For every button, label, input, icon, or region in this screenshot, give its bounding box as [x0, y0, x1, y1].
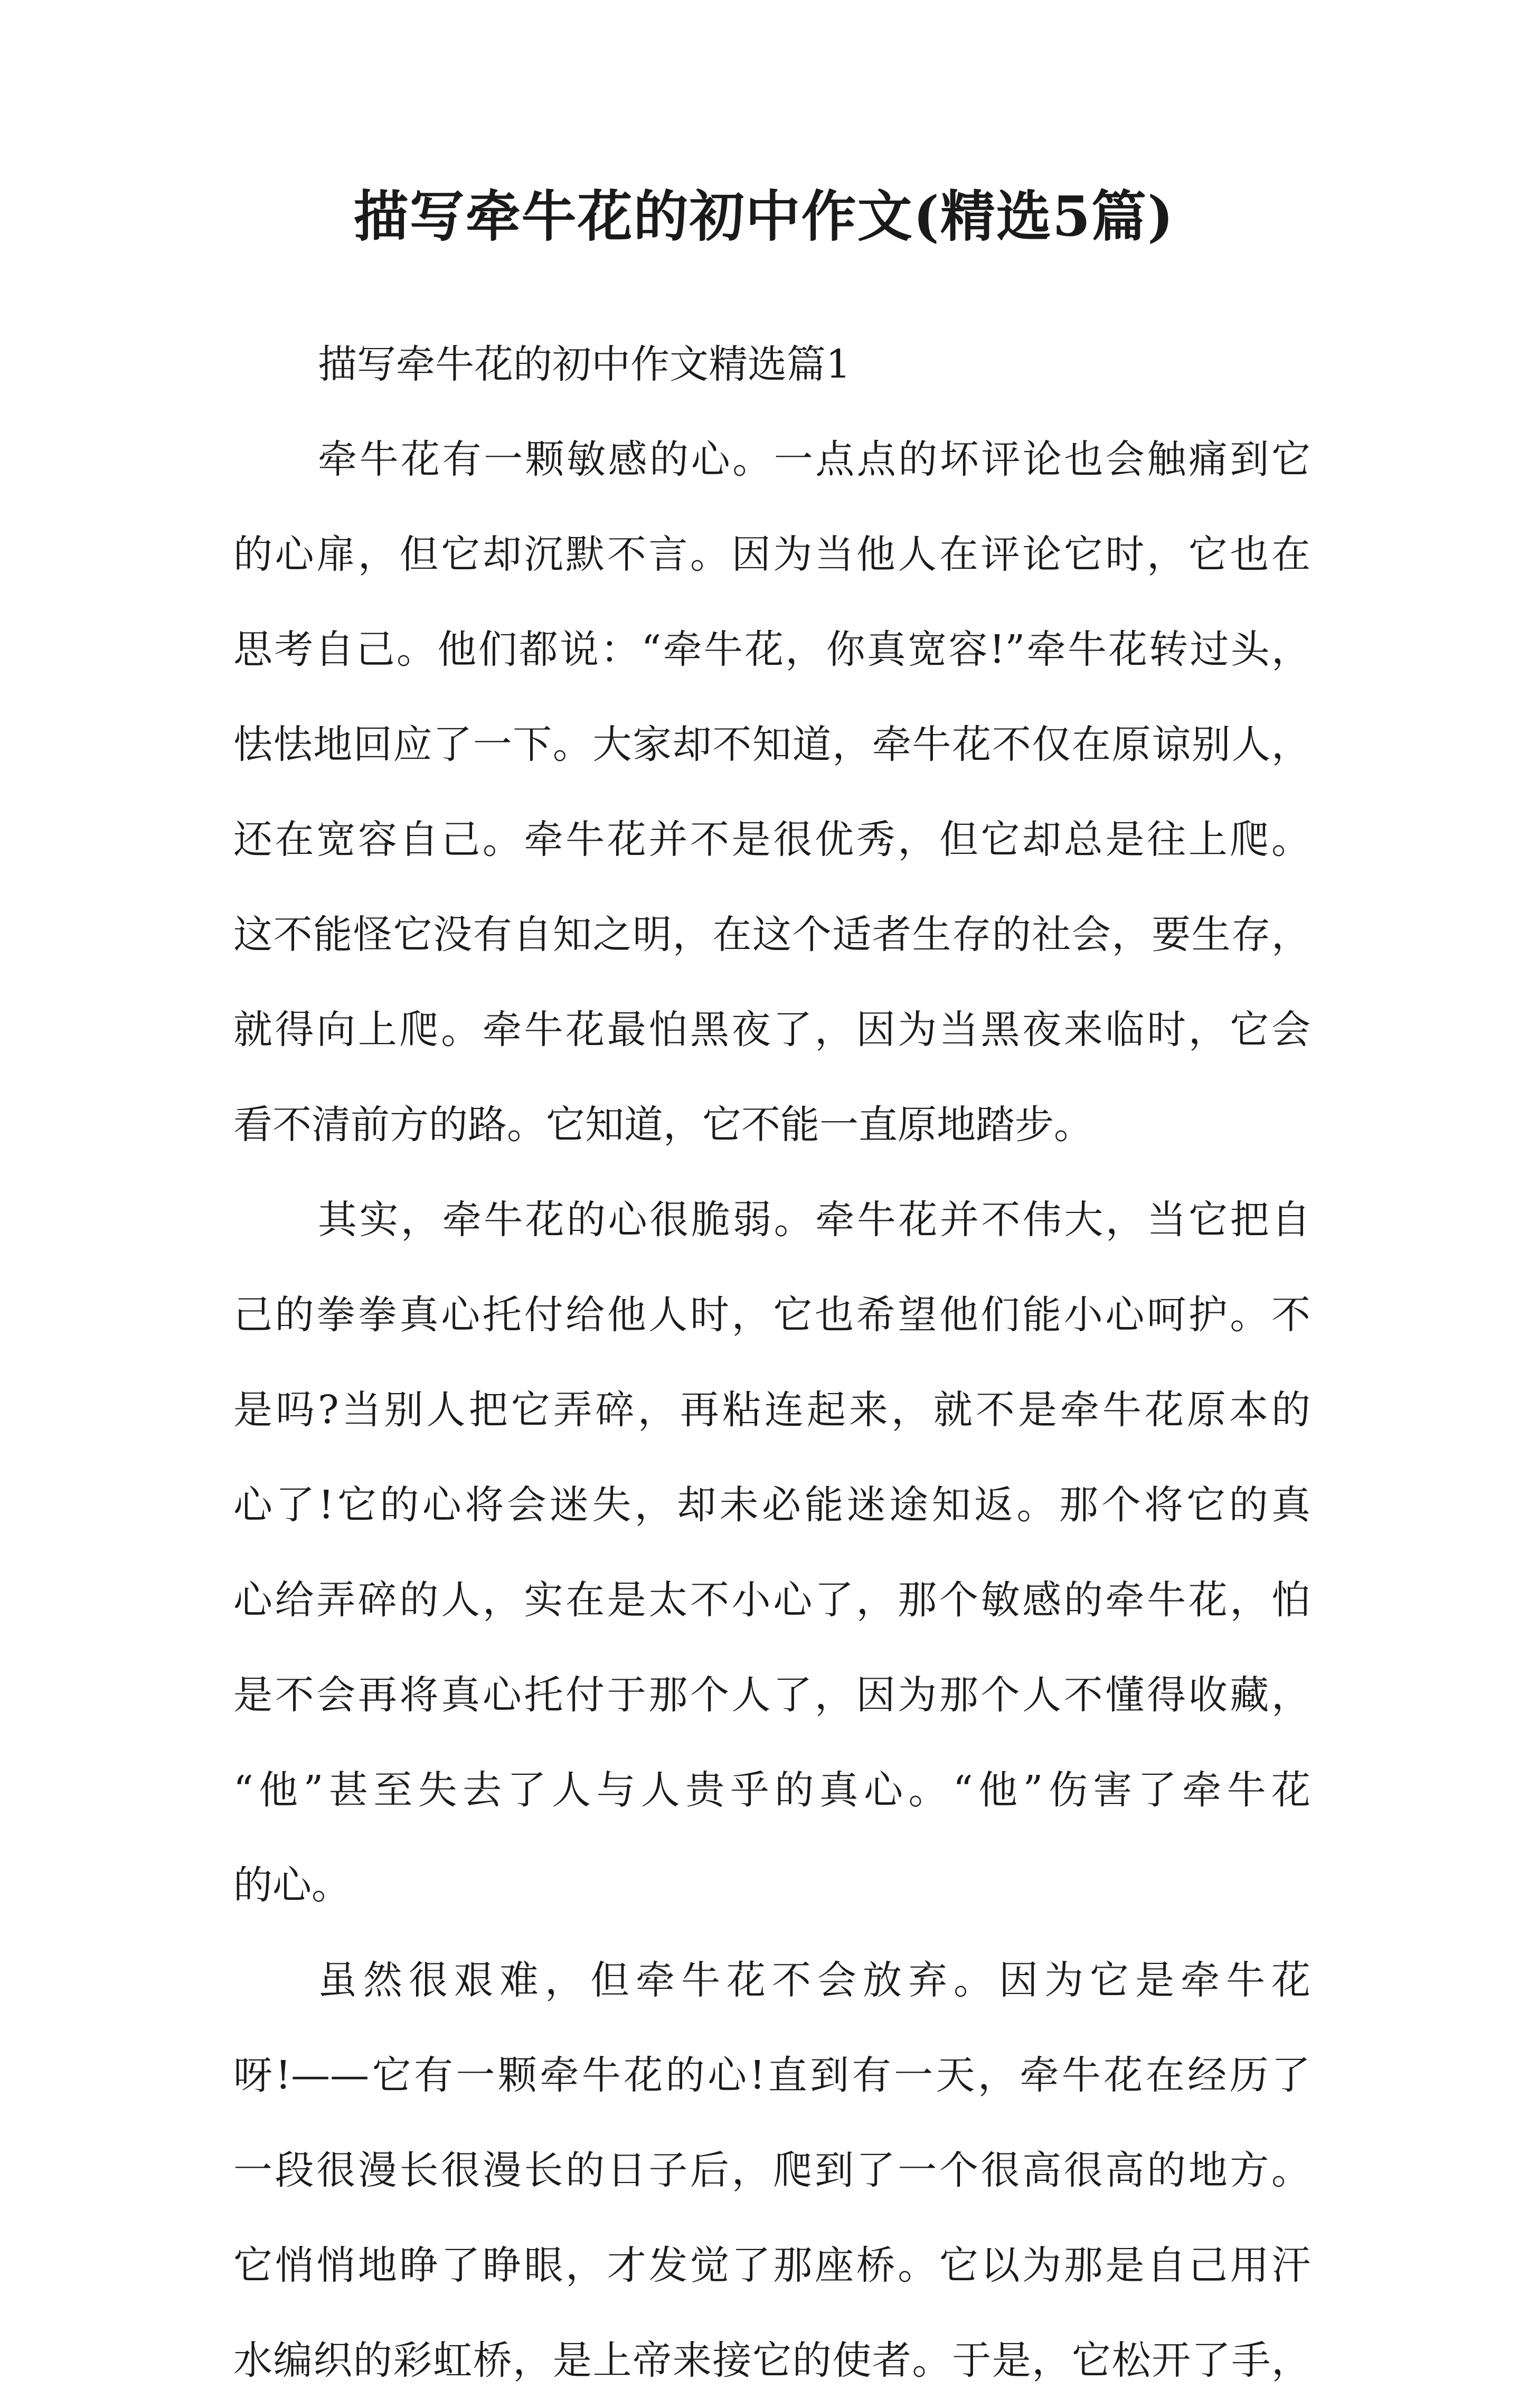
paragraph-2-line-8: 的心。	[233, 1863, 351, 1908]
paragraph-1-line-2: 的心扉，但它却沉默不言。因为当他人在评论它时，它也在	[233, 532, 1310, 577]
paragraph-3-line-4: 它悄悄地睁了睁眼，才发觉了那座桥。它以为那是自己用汗	[233, 2243, 1310, 2288]
paragraph-1-line-4: 怯怯地回应了一下。大家却不知道，牵牛花不仅在原谅别人，	[233, 722, 1310, 767]
paragraph-2-line-3: 是吗?当别人把它弄碎，再粘连起来，就不是牵牛花原本的	[233, 1387, 1310, 1433]
paragraph-1-line-5: 还在宽容自己。牵牛花并不是很优秀，但它却总是往上爬。	[233, 817, 1310, 862]
paragraph-2-line-5: 心给弄碎的人，实在是太不小心了，那个敏感的牵牛花，怕	[233, 1577, 1310, 1623]
paragraph-2-line-7: “他”甚至失去了人与人贵乎的真心。“他”伤害了牵牛花	[233, 1767, 1310, 1813]
paragraph-2-line-2: 己的拳拳真心托付给他人时，它也希望他们能小心呵护。不	[233, 1292, 1310, 1338]
paragraph-3-line-1: 虽然很艰难，但牵牛花不会放弃。因为它是牵牛花	[318, 1958, 1310, 2003]
paragraph-1-line-7: 就得向上爬。牵牛花最怕黑夜了，因为当黑夜来临时，它会	[233, 1007, 1310, 1052]
section-heading: 描写牵牛花的初中作文精选篇1	[318, 342, 851, 387]
document-body	[233, 317, 1310, 2408]
paragraph-2-line-4: 心了!它的心将会迷失，却未必能迷途知返。那个将它的真	[233, 1482, 1310, 1528]
paragraph-3-line-3: 一段很漫长很漫长的日子后，爬到了一个很高很高的地方。	[233, 2148, 1310, 2193]
paragraph-1-line-6: 这不能怪它没有自知之明，在这个适者生存的社会，要生存，	[233, 912, 1310, 957]
paragraph-3-line-5: 水编织的彩虹桥，是上帝来接它的使者。于是，它松开了手，	[233, 2338, 1310, 2383]
paragraph-2-line-6: 是不会再将真心托付于那个人了，因为那个人不懂得收藏，	[233, 1672, 1310, 1718]
paragraph-2-line-1: 其实，牵牛花的心很脆弱。牵牛花并不伟大，当它把自	[318, 1197, 1310, 1243]
paragraph-1-line-8: 看不清前方的路。它知道，它不能一直原地踏步。	[233, 1102, 1093, 1147]
paragraph-1-line-3: 思考自己。他们都说：“牵牛花，你真宽容!”牵牛花转过头，	[233, 627, 1310, 672]
document-title: 描写牵牛花的初中作文(精选5篇)	[353, 184, 1175, 249]
paragraph-1-line-1: 牵牛花有一颗敏感的心。一点点的坏评论也会触痛到它	[318, 437, 1310, 482]
paragraph-3-line-2: 呀!——它有一颗牵牛花的心!直到有一天，牵牛花在经历了	[233, 2053, 1310, 2098]
